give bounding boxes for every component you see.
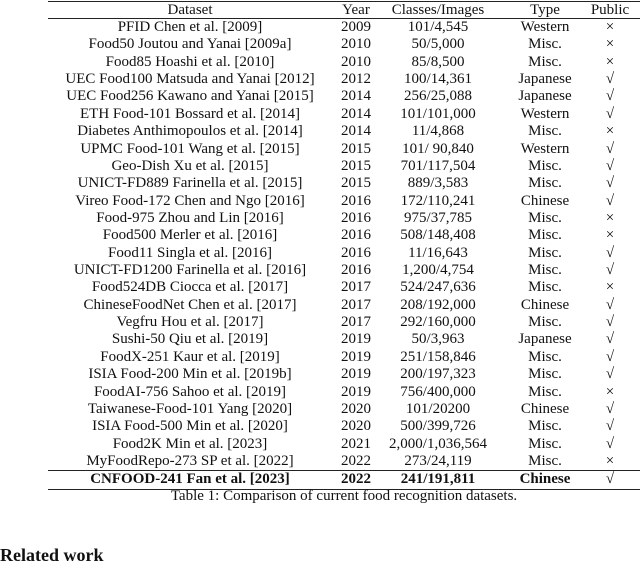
cell-public: √: [605, 71, 615, 88]
cell-classes-images: 251/158,846: [400, 348, 476, 365]
cell-dataset: Sushi-50 Qiu et al. [2019]: [111, 331, 269, 348]
table-row: [48, 141, 640, 158]
table-row: [48, 88, 640, 105]
cell-classes-images: 756/400,000: [400, 383, 476, 400]
cell-classes-images: 1,200/4,754: [402, 262, 474, 279]
table-row: [48, 227, 640, 244]
cell-public: √: [605, 175, 615, 192]
cell-year: 2016: [341, 192, 371, 209]
header-year: Year: [342, 2, 370, 18]
cell-dataset: UNICT-FD889 Farinella et al. [2015]: [77, 175, 303, 192]
table-row: [48, 384, 640, 401]
table-header: [48, 2, 640, 18]
cell-type: Chinese: [520, 400, 570, 417]
cell-year: 2012: [341, 71, 371, 88]
cell-type: Chinese: [520, 192, 570, 209]
cell-year: 2019: [341, 366, 371, 383]
table-row: [48, 331, 640, 348]
table-row: [48, 314, 640, 331]
cell-type: Japanese: [518, 88, 572, 105]
cell-classes-images: 50/5,000: [411, 36, 465, 53]
cell-classes-images: 889/3,583: [407, 175, 469, 192]
cell-classes-images: 241/191,811: [400, 471, 476, 488]
cell-classes-images: 101/101,000: [400, 105, 476, 122]
cell-classes-images: 50/3,963: [411, 331, 465, 348]
cell-year: 2019: [341, 383, 371, 400]
cell-public: √: [605, 262, 615, 279]
cell-type: Misc.: [528, 244, 562, 261]
table-row: [48, 245, 640, 262]
cell-dataset: ISIA Food-200 Min et al. [2019b]: [88, 366, 292, 383]
cell-type: Misc.: [528, 383, 562, 400]
cell-classes-images: 292/160,000: [400, 314, 476, 331]
table-row: [48, 175, 640, 192]
cell-classes-images: 172/110,241: [400, 192, 476, 209]
cell-dataset: ChineseFoodNet Chen et al. [2017]: [83, 296, 297, 313]
table-row: [48, 297, 640, 314]
cell-type: Misc.: [528, 366, 562, 383]
cell-classes-images: 200/197,323: [400, 366, 476, 383]
cell-public: ×: [605, 383, 615, 400]
cell-year: 2015: [341, 140, 371, 157]
cell-type: Western: [520, 105, 570, 122]
cell-classes-images: 101/4,545: [407, 19, 469, 35]
cell-year: 2015: [341, 175, 371, 192]
cell-year: 2020: [341, 400, 371, 417]
cell-public: √: [605, 140, 615, 157]
cell-dataset: Vireo Food-172 Chen and Ngo [2016]: [75, 192, 305, 209]
table-body: [48, 19, 640, 470]
cell-public: √: [605, 157, 615, 174]
cell-public: √: [605, 435, 615, 452]
cell-classes-images: 701/117,504: [400, 157, 476, 174]
table-row: [48, 436, 640, 453]
cell-dataset: UPMC Food-101 Wang et al. [2015]: [80, 140, 300, 157]
cell-year: 2022: [341, 452, 371, 469]
cell-year: 2014: [341, 88, 371, 105]
cell-dataset: UNICT-FD1200 Farinella et al. [2016]: [73, 262, 307, 279]
cell-classes-images: 101/ 90,840: [402, 140, 474, 157]
table-row: [48, 71, 640, 88]
cell-type: Misc.: [528, 418, 562, 435]
cell-year: 2017: [341, 314, 371, 331]
cell-year: 2016: [341, 262, 371, 279]
header-dataset: Dataset: [167, 2, 213, 18]
cell-type: Misc.: [528, 53, 562, 70]
cell-classes-images: 11/16,643: [408, 244, 468, 261]
datasets-table: [48, 1, 640, 490]
cell-year: 2022: [341, 471, 371, 488]
cell-dataset: Food500 Merler et al. [2016]: [102, 227, 278, 244]
table-row: [48, 210, 640, 227]
cell-public: √: [605, 348, 615, 365]
cell-dataset: CNFOOD-241 Fan et al. [2023]: [90, 471, 290, 488]
cell-public: √: [605, 471, 615, 488]
cell-type: Misc.: [528, 348, 562, 365]
cell-type: Western: [520, 19, 570, 35]
cell-public: √: [605, 314, 615, 331]
header-classes-images: Classes/Images: [391, 2, 485, 18]
cell-type: Misc.: [528, 435, 562, 452]
cell-public: √: [605, 400, 615, 417]
cell-year: 2014: [341, 123, 371, 140]
cell-public: √: [605, 296, 615, 313]
cell-type: Western: [520, 140, 570, 157]
cell-classes-images: 101/20200: [405, 400, 471, 417]
cell-dataset: Taiwanese-Food-101 Yang [2020]: [87, 400, 293, 417]
cell-classes-images: 2,000/1,036,564: [389, 435, 487, 452]
cell-year: 2017: [341, 279, 371, 296]
cell-public: √: [605, 244, 615, 261]
cell-type: Japanese: [518, 71, 572, 88]
cell-classes-images: 85/8,500: [411, 53, 465, 70]
cell-type: Chinese: [520, 296, 570, 313]
cell-dataset: Food85 Hoashi et al. [2010]: [105, 53, 275, 70]
cell-dataset: PFID Chen et al. [2009]: [117, 19, 263, 35]
header-type: Type: [530, 2, 560, 18]
cell-year: 2010: [341, 36, 371, 53]
cell-public: √: [605, 192, 615, 209]
cell-public: ×: [605, 452, 615, 469]
cell-year: 2019: [341, 348, 371, 365]
cell-public: √: [605, 418, 615, 435]
cell-public: ×: [605, 227, 615, 244]
cell-type: Misc.: [528, 123, 562, 140]
cell-dataset: Food11 Singla et al. [2016]: [107, 244, 273, 261]
cell-dataset: Food2K Min et al. [2023]: [112, 435, 268, 452]
cell-type: Misc.: [528, 279, 562, 296]
cell-type: Misc.: [528, 157, 562, 174]
cell-dataset: Food50 Joutou and Yanai [2009a]: [88, 36, 292, 53]
cell-dataset: FoodX-251 Kaur et al. [2019]: [100, 348, 280, 365]
cell-dataset: MyFoodRepo-273 SP et al. [2022]: [86, 452, 294, 469]
cell-year: 2017: [341, 296, 371, 313]
table-row: [48, 366, 640, 383]
cell-year: 2010: [341, 53, 371, 70]
cell-year: 2019: [341, 331, 371, 348]
cell-public: ×: [605, 36, 615, 53]
cell-type: Misc.: [528, 227, 562, 244]
section-heading: Related work: [0, 545, 104, 565]
cell-classes-images: 11/4,868: [411, 123, 465, 140]
header-public: Public: [590, 2, 630, 18]
cell-public: √: [605, 88, 615, 105]
caption-text: Table 1: Comparison of current food recognition datasets.: [170, 488, 518, 504]
table-row: [48, 262, 640, 279]
table-row: [48, 401, 640, 418]
cell-public: √: [605, 105, 615, 122]
cell-year: 2016: [341, 244, 371, 261]
table-row: [48, 36, 640, 53]
table-row: [48, 418, 640, 435]
cell-year: 2014: [341, 105, 371, 122]
table-row: [48, 158, 640, 175]
cell-year: 2016: [341, 209, 371, 226]
cell-classes-images: 975/37,785: [404, 209, 472, 226]
cell-year: 2009: [341, 19, 371, 35]
table-row: [48, 123, 640, 140]
table-row: [48, 453, 640, 470]
cell-type: Misc.: [528, 175, 562, 192]
cell-year: 2021: [341, 435, 371, 452]
cell-type: Misc.: [528, 36, 562, 53]
cell-dataset: Food-975 Zhou and Lin [2016]: [96, 209, 284, 226]
cell-classes-images: 273/24,119: [404, 452, 472, 469]
cell-dataset: ETH Food-101 Bossard et al. [2014]: [80, 105, 300, 122]
cell-classes-images: 508/148,408: [400, 227, 476, 244]
table-row: [48, 193, 640, 210]
cell-classes-images: 100/14,361: [404, 71, 472, 88]
cell-public: ×: [605, 53, 615, 70]
cell-year: 2015: [341, 157, 371, 174]
cell-type: Misc.: [528, 262, 562, 279]
cell-dataset: ISIA Food-500 Min et al. [2020]: [92, 418, 288, 435]
cell-dataset: Vegfru Hou et al. [2017]: [116, 314, 264, 331]
table-row-highlight: [48, 471, 640, 488]
table-row: [48, 279, 640, 296]
cell-dataset: Diabetes Anthimopoulos et al. [2014]: [77, 123, 303, 140]
table-row: [48, 349, 640, 366]
cell-public: ×: [605, 209, 615, 226]
cell-public: ×: [605, 279, 615, 296]
cell-public: ×: [605, 19, 615, 35]
cell-dataset: UEC Food256 Kawano and Yanai [2015]: [66, 88, 314, 105]
cell-public: √: [605, 331, 615, 348]
cell-classes-images: 208/192,000: [400, 296, 476, 313]
cell-dataset: Geo-Dish Xu et al. [2015]: [111, 157, 269, 174]
cell-type: Misc.: [528, 452, 562, 469]
table-row: [48, 106, 640, 123]
cell-type: Misc.: [528, 314, 562, 331]
cell-dataset: Food524DB Ciocca et al. [2017]: [91, 279, 289, 296]
cell-type: Misc.: [528, 209, 562, 226]
cell-dataset: UEC Food100 Matsuda and Yanai [2012]: [65, 71, 315, 88]
cell-type: Japanese: [518, 331, 572, 348]
cell-public: √: [605, 366, 615, 383]
cell-classes-images: 256/25,088: [404, 88, 472, 105]
table-row: [48, 54, 640, 71]
cell-classes-images: 500/399,726: [400, 418, 476, 435]
cell-public: ×: [605, 123, 615, 140]
cell-year: 2016: [341, 227, 371, 244]
cell-type: Chinese: [519, 471, 571, 488]
cell-year: 2020: [341, 418, 371, 435]
table-row: [48, 19, 640, 36]
cell-classes-images: 524/247,636: [400, 279, 476, 296]
cell-dataset: FoodAI-756 Sahoo et al. [2019]: [93, 383, 287, 400]
